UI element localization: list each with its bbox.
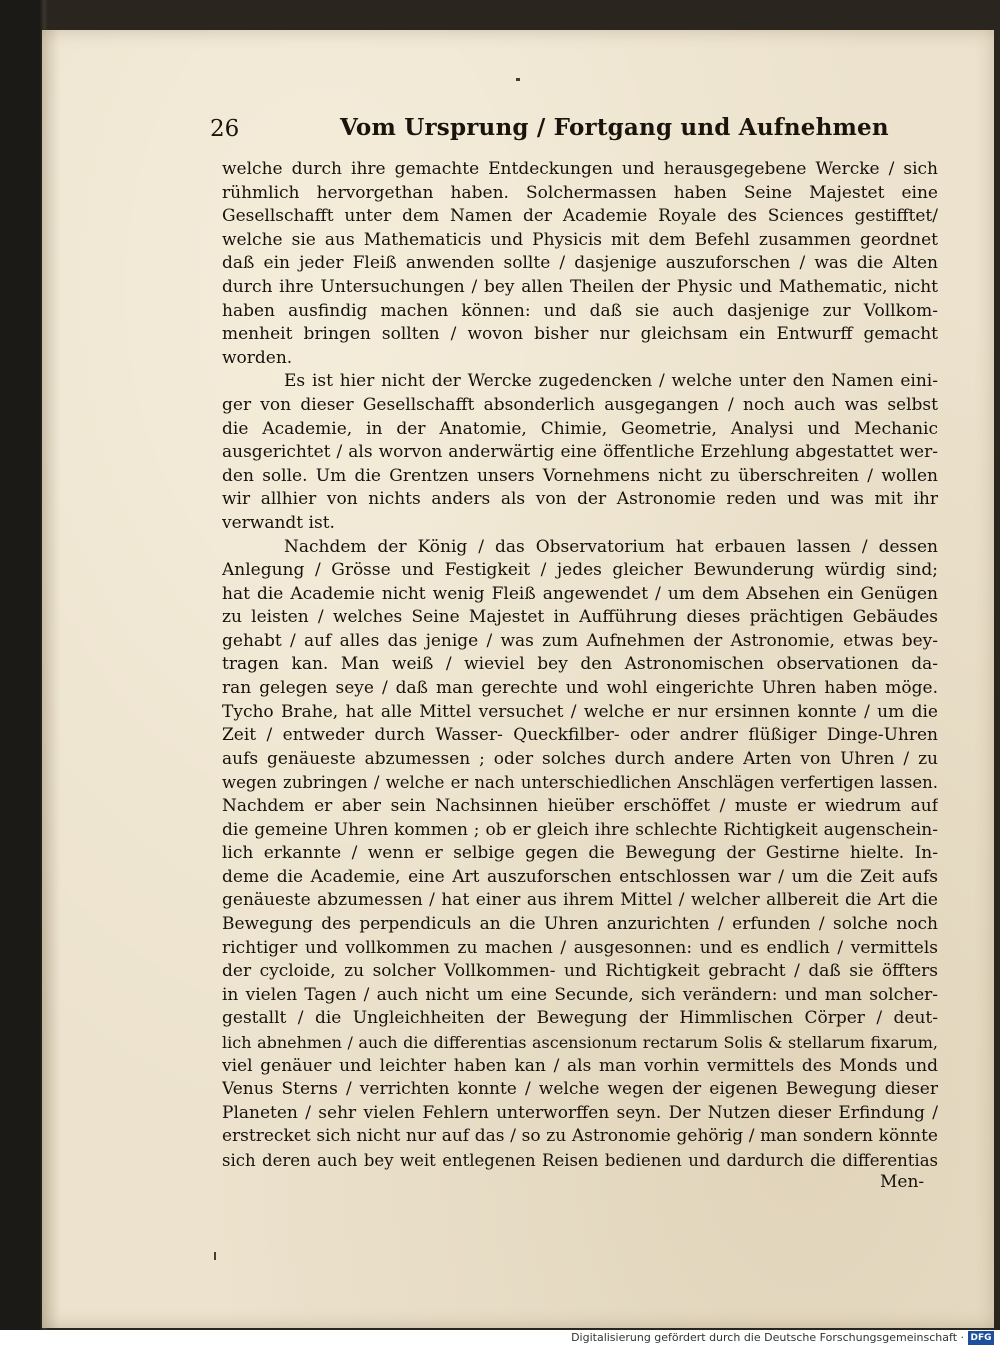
text-line: durch ihre Untersuchungen / bey allen Theilen der Physic und Mathematic, nicht <box>222 276 938 297</box>
text-line: tragen kan. Man weiß / wieviel bey den Astronomischen observationen da- <box>222 654 938 675</box>
text-line: wegen zubringen / welche er nach unterschiedlichen Anschlägen verfertigen lassen. <box>222 773 938 793</box>
text-line: haben ausfindig machen können: und daß sie auch dasjenige zur Vollkom- <box>222 300 938 321</box>
running-title: Vom Ursprung / Fortgang und Aufnehmen <box>340 114 889 141</box>
text-line: gehabt / auf alles das jenige / was zum Aufnehmen der Astronomie, etwas bey- <box>222 630 938 651</box>
footer-bar <box>0 1330 1000 1348</box>
funding-credit: Digitalisierung gefördert durch die Deutsche Forschungsgemeinschaft · <box>571 1331 964 1344</box>
text-line: deme die Academie, eine Art auszuforschen entschlossen war / um die Zeit aufs <box>222 866 938 887</box>
catchword: Men- <box>880 1172 925 1192</box>
page-number: 26 <box>210 116 240 142</box>
text-line: ger von dieser Gesellschafft absonderlich ausgegangen / noch auch was selbst <box>222 394 938 415</box>
text-line: gestallt / die Ungleichheiten der Bewegung der Himmlischen Cörper / deut- <box>222 1008 938 1029</box>
text-line: Anlegung / Grösse und Festigkeit / jedes gleicher Bewunderung würdig sind; <box>222 560 938 581</box>
text-line: Gesellschafft unter dem Namen der Academie Royale des Sciences gestifftet/ <box>222 206 938 227</box>
text-line: welche sie aus Mathematicis und Physicis mit dem Befehl zusammen geordnet <box>222 229 938 250</box>
text-line: aufs genäueste abzumessen ; oder solches durch andere Arten von Uhren / zu <box>222 748 938 769</box>
dfg-logo[interactable]: DFG <box>968 1331 994 1345</box>
text-line: menheit bringen sollten / wovon bisher nur gleichsam ein Entwurff gemacht <box>222 324 938 345</box>
running-head <box>210 114 889 148</box>
text-line: sich deren auch bey weit entlegenen Reisen bedienen und dardurch die differentias <box>222 1150 938 1170</box>
ink-speck <box>516 78 520 81</box>
text-line: worden. <box>222 347 293 368</box>
text-line: genäueste abzumessen / hat einer aus ihrem Mittel / welcher allbereit die Art die <box>222 890 938 911</box>
text-line: zu leisten / welches Seine Majestet in Aufführung dieses prächtigen Gebäudes <box>222 607 938 628</box>
text-line: hat die Academie nicht wenig Fleiß angewendet / um dem Absehen ein Genügen <box>222 583 938 604</box>
text-line: Zeit / entweder durch Wasser- Queckfilber- oder andrer flüßiger Dinge-Uhren <box>222 725 938 746</box>
ink-speck <box>214 1252 216 1260</box>
text-line: die gemeine Uhren kommen ; ob er gleich ihre schlechte Richtigkeit augenschein- <box>222 819 938 840</box>
text-line: daß ein jeder Fleiß anwenden sollte / dasjenige auszuforschen / was die Alten <box>222 253 938 274</box>
paragraph-start-line: Nachdem der König / das Observatorium hat erbauen lassen / dessen <box>284 536 938 557</box>
text-line: die Academie, in der Anatomie, Chimie, Geometrie, Analysi und Mechanic <box>222 418 938 439</box>
text-line: viel genäuer und leichter haben kan / als man vorhin vermittels des Monds und <box>222 1055 938 1076</box>
body-text <box>222 158 938 1173</box>
text-line: ausgerichtet / als worvon anderwärtig eine öffentliche Erzehlung abgestattet wer- <box>222 442 938 463</box>
text-line: Bewegung des perpendiculs an die Uhren anzurichten / erfunden / solche noch <box>222 914 938 934</box>
text-line: wir allhier von nichts anders als von der Astronomie reden und was mit ihr <box>222 489 938 510</box>
text-line: der cycloide, zu solcher Vollkommen- und Richtigkeit gebracht / daß sie öffters <box>222 961 938 982</box>
text-line: Tycho Brahe, hat alle Mittel versuchet / welche er nur ersinnen konnte / um die <box>222 701 938 722</box>
text-line: richtiger und vollkommen zu machen / ausgesonnen: und es endlich / vermittels <box>222 937 938 958</box>
text-line: welche durch ihre gemachte Entdeckungen und herausgegebene Wercke / sich <box>222 159 938 179</box>
text-line: lich erkannte / wenn er selbige gegen die Bewegung der Gestirne hielte. In- <box>222 843 938 864</box>
text-line: ran gelegen seye / daß man gerechte und wohl eingerichte Uhren haben möge. <box>222 678 938 699</box>
text-line: Venus Sterns / verrichten konnte / welche wegen der eigenen Bewegung dieser <box>222 1079 938 1100</box>
text-line: verwandt ist. <box>222 512 335 533</box>
text-line: lich abnehmen / auch die differentias ascensionum rectarum Solis & stellarum fixarum, <box>222 1032 938 1052</box>
text-line: rühmlich hervorgethan haben. Solchermassen haben Seine Majestet eine <box>222 182 938 203</box>
paragraph-start-line: Es ist hier nicht der Wercke zugedencken / welche unter den Namen eini- <box>284 371 938 392</box>
text-line: erstrecket sich nicht nur auf das / so zu Astronomie gehörig / man sondern könnte <box>222 1126 938 1147</box>
text-line: in vielen Tagen / auch nicht um eine Secunde, sich verändern: und man solcher- <box>222 984 938 1005</box>
text-line: den solle. Um die Grentzen unsers Vornehmens nicht zu überschreiten / wollen <box>222 465 938 486</box>
text-line: Planeten / sehr vielen Fehlern unterworffen seyn. Der Nutzen dieser Erfindung / <box>222 1102 938 1123</box>
text-line: Nachdem er aber sein Nachsinnen hieüber erschöffet / muste er wiedrum auf <box>222 796 938 817</box>
